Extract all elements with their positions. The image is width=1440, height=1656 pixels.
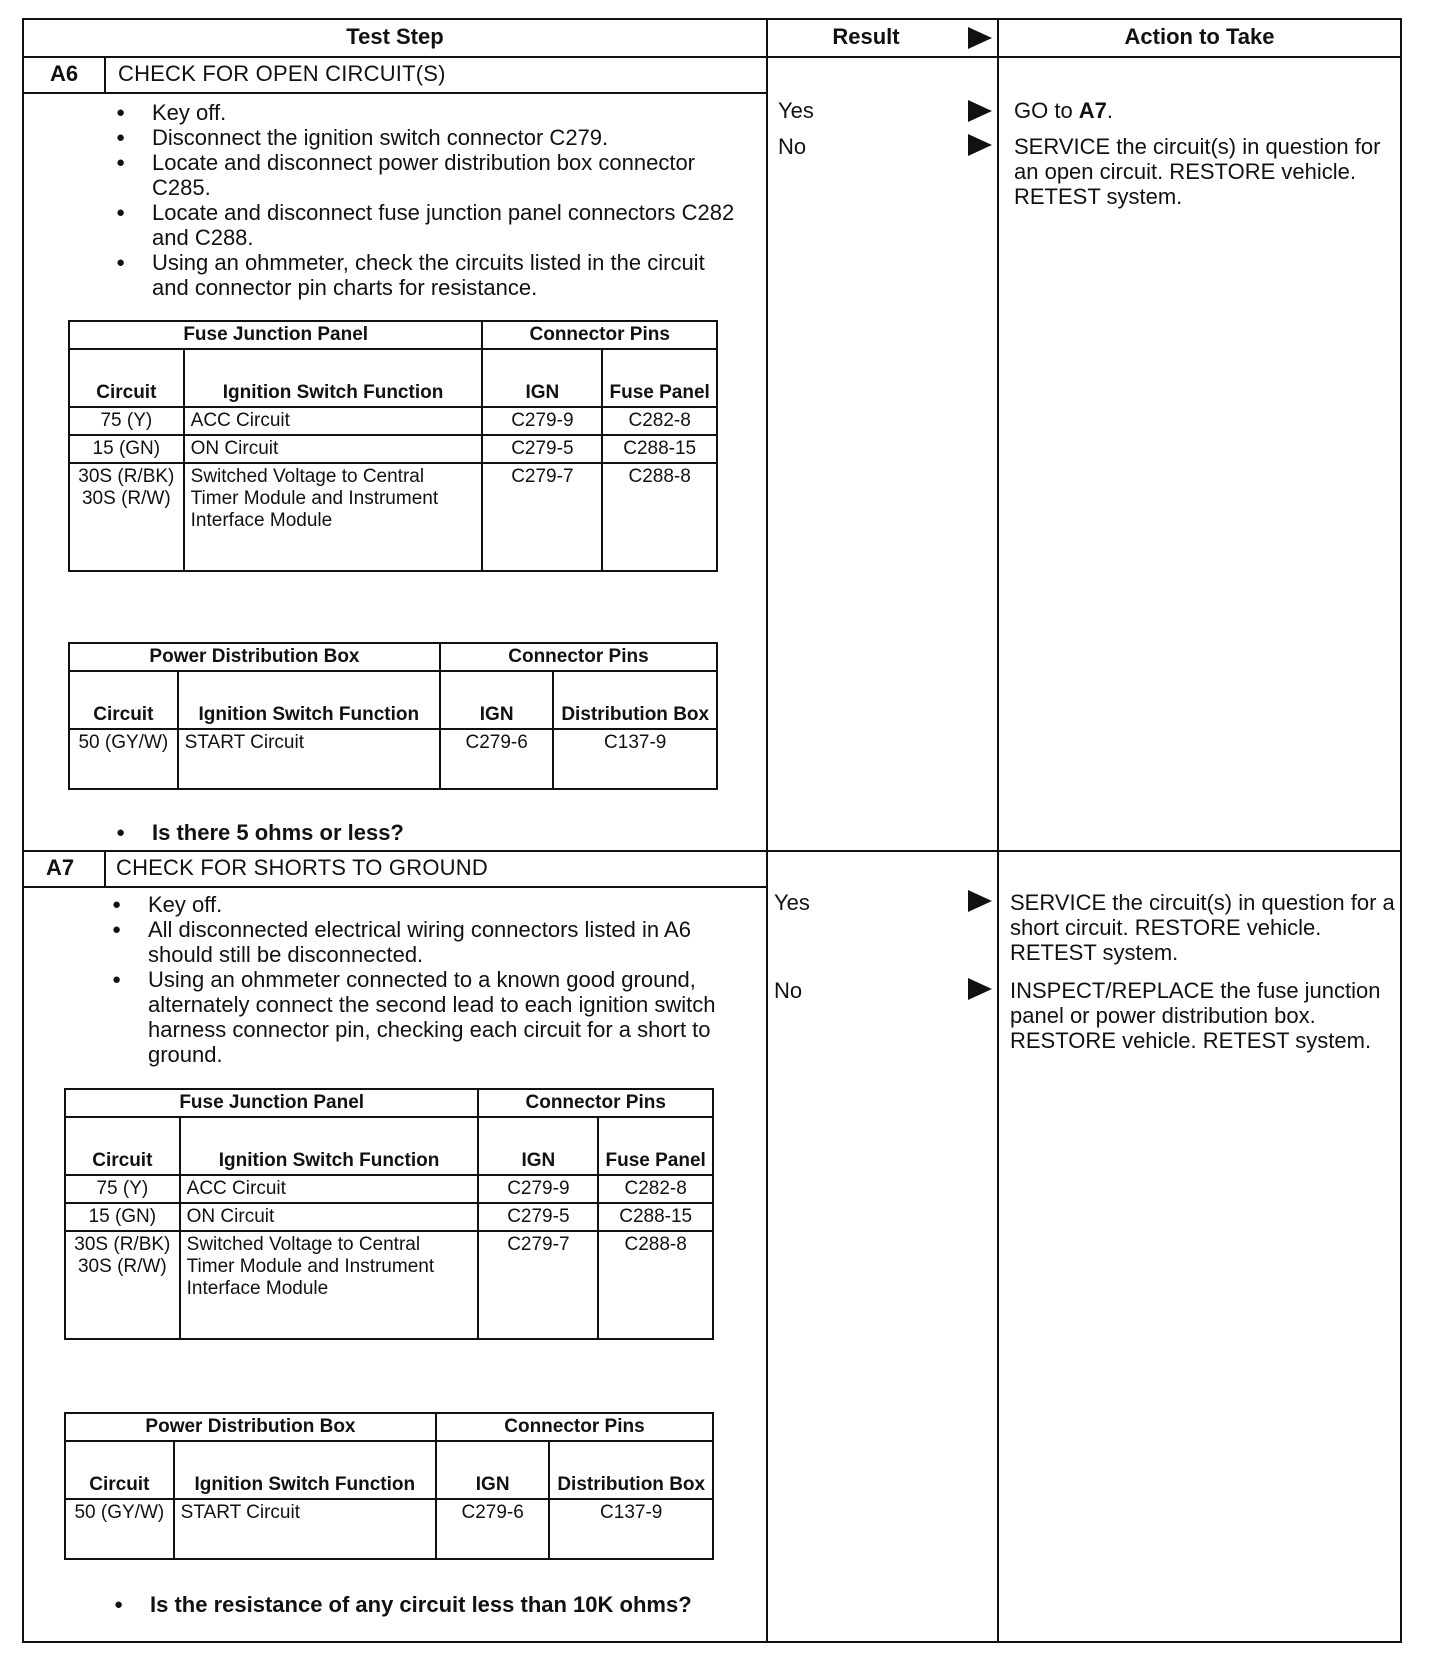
a7-action-yes: SERVICE the circuit(s) in question for a short circuit. RESTORE vehicle. RETEST system. — [1010, 890, 1395, 965]
arrow-icon — [968, 890, 992, 912]
cell-ign: C279-6 — [440, 729, 554, 789]
table-row — [69, 435, 717, 463]
list-item: ● Key off. — [112, 100, 742, 125]
action-text: GO to — [1014, 98, 1079, 123]
cell-circuit: 30S (R/BK) 30S (R/W) — [65, 1231, 180, 1339]
arrow-icon — [968, 27, 992, 49]
list-item: ● Using an ohmmeter, check the circuits listed in the circuit and connector pin charts for resistance. — [112, 250, 742, 300]
column-header: Fuse Panel — [598, 1117, 713, 1175]
cell-fuse: C282-8 — [602, 407, 717, 435]
cell-circuit: 15 (GN) — [65, 1203, 180, 1231]
cell-ign: C279-9 — [482, 407, 602, 435]
table-group-header: Fuse Junction Panel — [69, 321, 482, 349]
a7-fuse-junction-table — [64, 1088, 714, 1340]
cell-function: ON Circuit — [184, 435, 483, 463]
a6-power-distribution-table — [68, 642, 718, 790]
cell-fuse: C288-8 — [598, 1231, 713, 1339]
arrow-icon — [968, 100, 992, 122]
column-header: Circuit — [65, 1441, 174, 1499]
cell-ign: C279-6 — [436, 1499, 550, 1559]
table-row — [69, 729, 717, 789]
cell-circuit: 30S (R/BK) 30S (R/W) — [69, 463, 184, 571]
id-divider — [104, 56, 106, 92]
column-header: Ignition Switch Function — [174, 1441, 436, 1499]
list-item: ● Key off. — [108, 892, 748, 917]
id-divider — [104, 850, 106, 886]
a7-question: ● Is the resistance of any circuit less than 10K ohms? — [150, 1592, 710, 1617]
header-action: Action to Take — [1124, 24, 1275, 49]
cell-circuit: 50 (GY/W) — [69, 729, 178, 789]
goto-step-link[interactable]: A7 — [1078, 98, 1107, 123]
column-header: IGN — [478, 1117, 598, 1175]
table-row — [65, 1499, 713, 1559]
header-test-step: Test Step — [346, 24, 444, 49]
a7-result-no: No — [774, 978, 803, 1003]
action-text: . — [1106, 98, 1114, 123]
cell-function: Switched Voltage to Central Timer Module and Instrument Interface Module — [180, 1231, 479, 1339]
cell-function: Switched Voltage to Central Timer Module and Instrument Interface Module — [184, 463, 483, 571]
column-header: Ignition Switch Function — [184, 349, 483, 407]
cell-dist: C137-9 — [549, 1499, 713, 1559]
table-group-header: Fuse Junction Panel — [65, 1089, 478, 1117]
a6-title-bar — [24, 56, 766, 94]
table-row — [69, 463, 717, 571]
diagnostic-test-table — [22, 18, 1402, 1643]
column-header: Fuse Panel — [602, 349, 717, 407]
table-row — [65, 1175, 713, 1203]
a6-instructions — [112, 100, 742, 300]
table-group-header: Power Distribution Box — [69, 643, 440, 671]
column-header: Circuit — [69, 671, 178, 729]
cell-ign: C279-9 — [478, 1175, 598, 1203]
cell-fuse: C288-15 — [598, 1203, 713, 1231]
cell-ign: C279-5 — [482, 435, 602, 463]
cell-circuit: 75 (Y) — [69, 407, 184, 435]
a6-action-yes — [1014, 98, 1113, 123]
table-row — [65, 1231, 713, 1339]
column-header: Distribution Box — [549, 1441, 713, 1499]
list-item: ● Using an ohmmeter connected to a known good ground, alternately connect the second lead to each ignition switch harness connector pin, checking each circuit for a short to ground. — [108, 967, 748, 1067]
column-header: Ignition Switch Function — [180, 1117, 479, 1175]
column-header: Ignition Switch Function — [178, 671, 440, 729]
a6-result-no: No — [778, 134, 807, 159]
header-result: Result — [832, 24, 900, 49]
arrow-icon — [968, 978, 992, 1000]
cell-ign: C279-7 — [482, 463, 602, 571]
table-group-header: Connector Pins — [436, 1413, 713, 1441]
cell-circuit: 15 (GN) — [69, 435, 184, 463]
table-group-header: Power Distribution Box — [65, 1413, 436, 1441]
a7-step-title: CHECK FOR SHORTS TO GROUND — [116, 855, 488, 880]
column-header: IGN — [482, 349, 602, 407]
table-group-header: Connector Pins — [482, 321, 717, 349]
a7-title-bar — [24, 850, 766, 888]
a7-step-id: A7 — [46, 855, 75, 880]
cell-circuit: 75 (Y) — [65, 1175, 180, 1203]
a7-result-yes: Yes — [774, 890, 810, 915]
cell-function: START Circuit — [178, 729, 440, 789]
a6-step-id: A6 — [50, 61, 79, 86]
a6-fuse-junction-table — [68, 320, 718, 572]
list-item: ● Locate and disconnect power distribution box connector C285. — [112, 150, 742, 200]
column-header: Circuit — [69, 349, 184, 407]
cell-function: ACC Circuit — [180, 1175, 479, 1203]
column-header: IGN — [440, 671, 554, 729]
a6-action-no: SERVICE the circuit(s) in question for an open circuit. RESTORE vehicle. RETEST system. — [1014, 134, 1381, 209]
table-row — [69, 407, 717, 435]
column-divider — [766, 20, 768, 1641]
column-divider — [997, 20, 999, 1641]
list-item: ● All disconnected electrical wiring connectors listed in A6 should still be disconnected. — [108, 917, 748, 967]
cell-function: ACC Circuit — [184, 407, 483, 435]
table-group-header: Connector Pins — [440, 643, 717, 671]
cell-fuse: C288-8 — [602, 463, 717, 571]
a7-action-no: INSPECT/REPLACE the fuse junction panel or power distribution box. RESTORE vehicle. RETEST system. — [1010, 978, 1381, 1053]
a6-step-title: CHECK FOR OPEN CIRCUIT(S) — [118, 61, 446, 86]
cell-ign: C279-7 — [478, 1231, 598, 1339]
cell-fuse: C288-15 — [602, 435, 717, 463]
list-item: ● Locate and disconnect fuse junction panel connectors C282 and C288. — [112, 200, 742, 250]
arrow-icon — [968, 134, 992, 156]
cell-fuse: C282-8 — [598, 1175, 713, 1203]
a6-result-yes: Yes — [778, 98, 814, 123]
cell-function: START Circuit — [174, 1499, 436, 1559]
cell-dist: C137-9 — [553, 729, 717, 789]
cell-circuit: 50 (GY/W) — [65, 1499, 174, 1559]
column-header: Distribution Box — [553, 671, 717, 729]
a6-question: ● Is there 5 ohms or less? — [152, 820, 404, 845]
column-header: IGN — [436, 1441, 550, 1499]
cell-function: ON Circuit — [180, 1203, 479, 1231]
table-row — [65, 1203, 713, 1231]
column-header: Circuit — [65, 1117, 180, 1175]
list-item: ● Disconnect the ignition switch connector C279. — [112, 125, 742, 150]
a7-instructions — [108, 892, 748, 1067]
cell-ign: C279-5 — [478, 1203, 598, 1231]
a7-power-distribution-table — [64, 1412, 714, 1560]
table-group-header: Connector Pins — [478, 1089, 713, 1117]
